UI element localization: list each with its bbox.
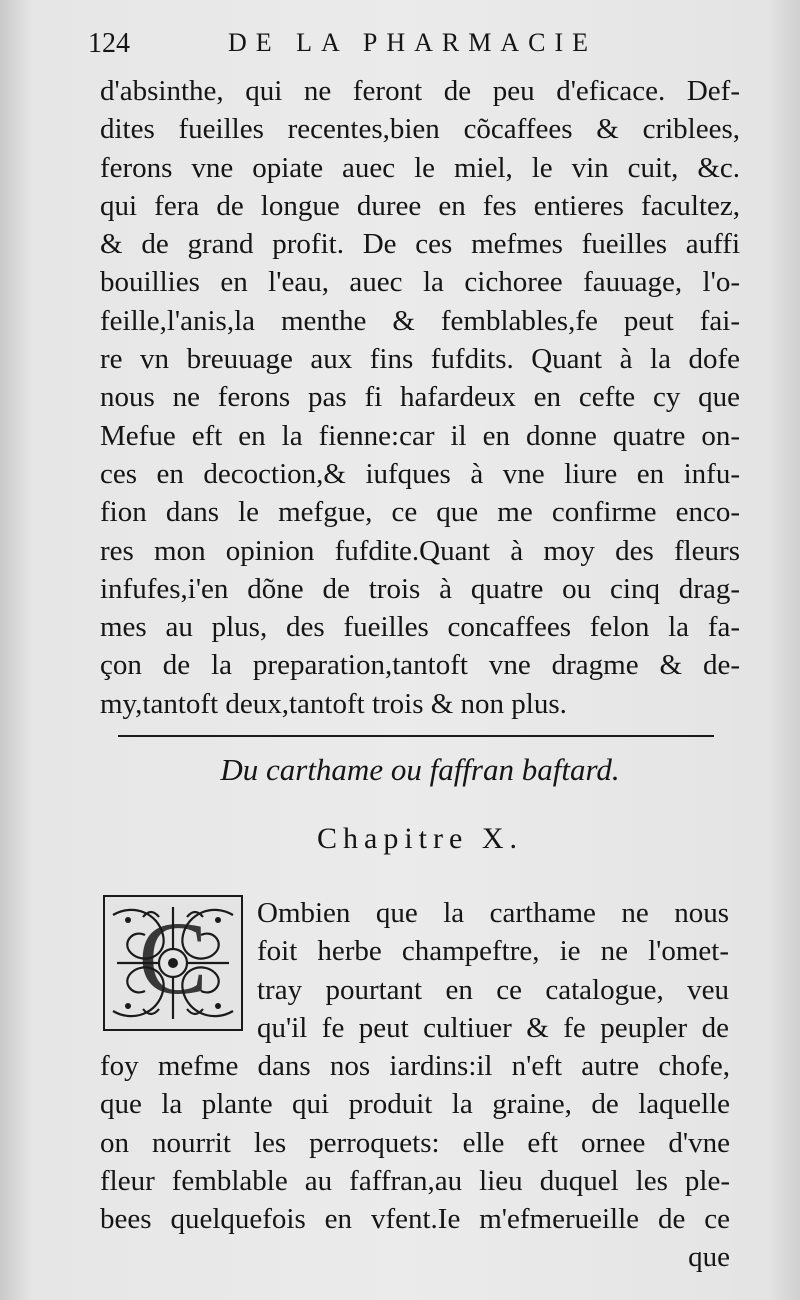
text-line: fion dans le mefgue, ce que me confirme enco- [100, 496, 740, 529]
chapter-heading: Chapitre X. [317, 822, 523, 855]
decorated-initial [103, 895, 243, 1031]
text-line: ferons vne opiate auec le miel, le vin cuit, &c. [100, 151, 740, 184]
text-line: foy mefme dans nos iardins:il n'eft autre chofe, [100, 1050, 730, 1082]
text-line: qui fera de longue duree en fes entieres facultez, [100, 189, 740, 222]
text-line: Ombien que la carthame ne nous [257, 897, 729, 929]
text-line: & de grand profit. De ces mefmes fueilles auffi [100, 228, 740, 261]
section-rule [118, 735, 714, 737]
text-line: on nourrit les perroquets: elle eft ornee d'vne [100, 1126, 730, 1159]
text-line: infufes,i'en dõne de trois à quatre ou cinq drag- [100, 572, 740, 605]
text-line: mes au plus, des fueilles concaffees felon la fa- [100, 611, 740, 644]
text-line: nous ne ferons pas fi hafardeux en cefte cy que [100, 381, 740, 414]
text-line: tray pourtant en ce catalogue, veu [257, 973, 729, 1006]
text-line: bouillies en l'eau, auec la cichoree fauuage, l'o- [100, 266, 740, 299]
text-line: bees quelquefois en vfent.Ie m'efmerueille de ce [100, 1203, 730, 1236]
chapter-opening-text [257, 894, 729, 1047]
text-line: Mefue eft en la fienne:car il en donne quatre on- [100, 419, 740, 452]
text-line: qu'il fe peut cultiuer & fe peupler de [257, 1011, 729, 1044]
text-line: fleur femblable au faffran,au lieu duquel les ple- [100, 1164, 730, 1197]
text-line: ces en decoction,& iufques à vne liure en infu- [100, 457, 740, 490]
text-line: my,tantoft deux,tantoft trois & non plus. [100, 687, 567, 720]
text-line: que la plante qui produit la graine, de laquelle [100, 1088, 730, 1121]
running-title: DE LA PHARMACIE [228, 28, 598, 57]
dropcap-letter: C [138, 901, 208, 1016]
chapter-body-text [100, 1047, 730, 1277]
body-text [100, 72, 740, 723]
text-line: res mon opinion fufdite.Quant à moy des fleurs [100, 534, 740, 567]
catchword: que [688, 1241, 730, 1274]
text-line: re vn breuuage aux fins fufdits. Quant à la dofe [100, 343, 740, 376]
text-line: foit herbe champeftre, ie ne l'omet- [257, 935, 729, 968]
text-line: dites fueilles recentes,bien cõcaffees & criblees, [100, 113, 740, 146]
text-line: feille,l'anis,la menthe & femblables,fe peut fai- [100, 304, 740, 337]
text-line: çon de la preparation,tantoft vne dragme & de- [100, 649, 740, 682]
ornament-initial-icon [103, 895, 243, 1031]
chapter-title: Du carthame ou faffran baftard. [220, 752, 620, 787]
page-number: 124 [88, 28, 130, 59]
text-line: d'absinthe, qui ne feront de peu d'eficace. Def- [100, 75, 740, 107]
